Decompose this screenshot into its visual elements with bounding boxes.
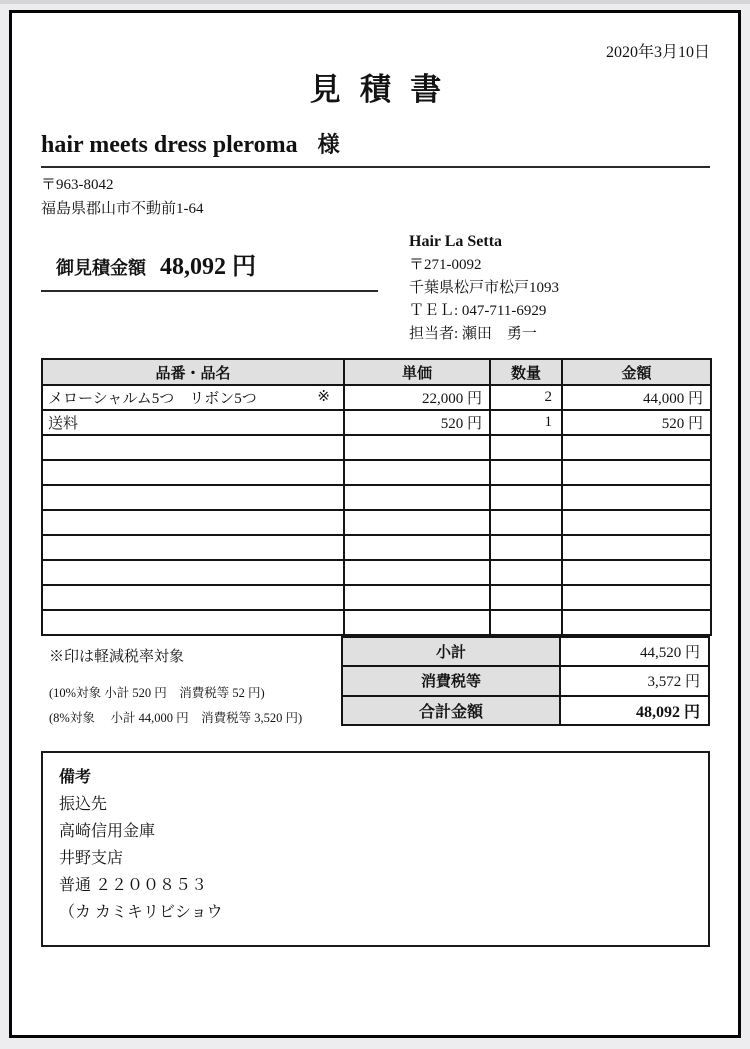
item-quantity-cell [490,460,562,485]
item-row-empty [42,560,711,585]
subtotal-label: 小計 [342,637,560,666]
remarks-box [41,751,710,947]
issuer-address: 千葉県松戸市松戸1093 [409,280,560,296]
item-unit-price-cell [344,535,490,560]
item-amount-cell [562,585,711,610]
item-name-cell [42,460,344,485]
grand-total-value: 48,092 円 [560,696,709,725]
item-name-cell [42,585,344,610]
item-name-cell [42,535,344,560]
column-header-quantity: 数量 [490,359,562,385]
item-row-empty [42,485,711,510]
item-unit-price-cell [344,460,490,485]
grand-total-label: 合計金額 [342,696,560,725]
item-row-empty [42,610,711,635]
item-quantity-cell [490,485,562,510]
remarks-line-payee: 振込先 [59,796,108,813]
tax-value: 3,572 円 [560,666,709,695]
item-quantity-cell [490,610,562,635]
item-amount-cell [562,535,711,560]
viewport-top-edge [0,0,750,4]
remarks-line-account-holder: （カ カミキリビショウ [59,904,223,921]
document-date: 2020年3月10日 [605,44,710,61]
item-name-cell [42,385,344,410]
item-amount-cell [562,435,711,460]
item-unit-price-cell [344,485,490,510]
item-amount-cell [562,610,711,635]
item-row [42,410,711,435]
reduced-tax-mark: ※ [317,389,330,405]
column-header-item-name: 品番・品名 [42,359,344,385]
tax-breakdown-10pct: (10%対象 小計 520 円 消費税等 52 円) [49,686,265,700]
item-row-empty [42,435,711,460]
tax-row [342,666,709,695]
item-row-empty [42,510,711,535]
item-unit-price-cell [344,585,490,610]
estimate-document-page [9,10,741,1038]
estimate-and-issuer-row [41,230,710,346]
tax-notes-block [41,636,341,726]
tax-breakdown-8pct: (8%対象 小計 44,000 円 消費税等 3,520 円) [49,711,303,725]
items-table-body [42,385,711,635]
item-unit-price-cell: 520 円 [344,410,490,435]
item-unit-price-cell [344,510,490,535]
item-amount-cell: 520 円 [562,410,711,435]
item-quantity-cell [490,585,562,610]
items-table-header-row [42,359,711,385]
issuer-postal-code: 〒271-0092 [409,257,482,273]
remarks-title: 備考 [59,769,92,786]
remarks-line-account: 普通 ２２００８５３ [59,877,208,894]
item-quantity-cell [490,510,562,535]
column-header-amount: 金額 [562,359,711,385]
customer-line [41,130,710,168]
item-name: メローシャルム5つ リボン5つ [48,391,257,407]
item-amount-cell [562,510,711,535]
subtotal-value: 44,520 円 [560,637,709,666]
item-quantity-cell: 1 [490,410,562,435]
issuer-company-name: Hair La Setta [409,233,503,250]
item-row-empty [42,585,711,610]
grand-total-row [342,696,709,725]
item-name-cell [42,510,344,535]
items-table [41,358,712,636]
document-title: 見積書 [309,72,461,107]
item-name-cell [42,560,344,585]
item-row-empty [42,460,711,485]
reduced-tax-note: ※印は軽減税率対象 [49,649,185,665]
subtotal-row [342,637,709,666]
document-content [12,43,738,947]
item-name-cell [42,610,344,635]
tax-label: 消費税等 [342,666,560,695]
item-quantity-cell [490,535,562,560]
customer-honorific: 様 [317,132,340,157]
item-unit-price-cell [344,560,490,585]
customer-name: hair meets dress pleroma [41,132,298,158]
totals-and-notes-row [41,636,710,726]
remarks-line-branch: 井野支店 [59,850,124,867]
item-name-cell [42,485,344,510]
item-row [42,385,711,410]
remarks-line-bank: 高崎信用金庫 [59,823,156,840]
item-quantity-cell [490,560,562,585]
column-header-unit-price: 単価 [344,359,490,385]
issuer-telephone: ＴＥＬ: 047-711-6929 [409,303,547,319]
item-unit-price-cell [344,610,490,635]
item-quantity-cell [490,435,562,460]
issuer-contact-person: 担当者: 瀬田 勇一 [409,326,537,342]
item-amount-cell [562,485,711,510]
item-name: 送料 [48,416,79,432]
estimate-amount-value: 48,092 円 [160,254,256,280]
item-name-cell [42,410,344,435]
customer-address: 福島県郡山市不動前1-64 [41,201,204,217]
estimate-amount-box [41,246,378,292]
customer-postal-code: 〒963-8042 [41,177,114,193]
item-amount-cell: 44,000 円 [562,385,711,410]
issuer-block [409,230,559,346]
item-unit-price-cell [344,435,490,460]
item-row-empty [42,535,711,560]
item-quantity-cell: 2 [490,385,562,410]
item-amount-cell [562,560,711,585]
totals-table [341,636,710,726]
item-unit-price-cell: 22,000 円 [344,385,490,410]
item-amount-cell [562,460,711,485]
estimate-amount-label: 御見積金額 [56,258,146,278]
item-name-cell [42,435,344,460]
